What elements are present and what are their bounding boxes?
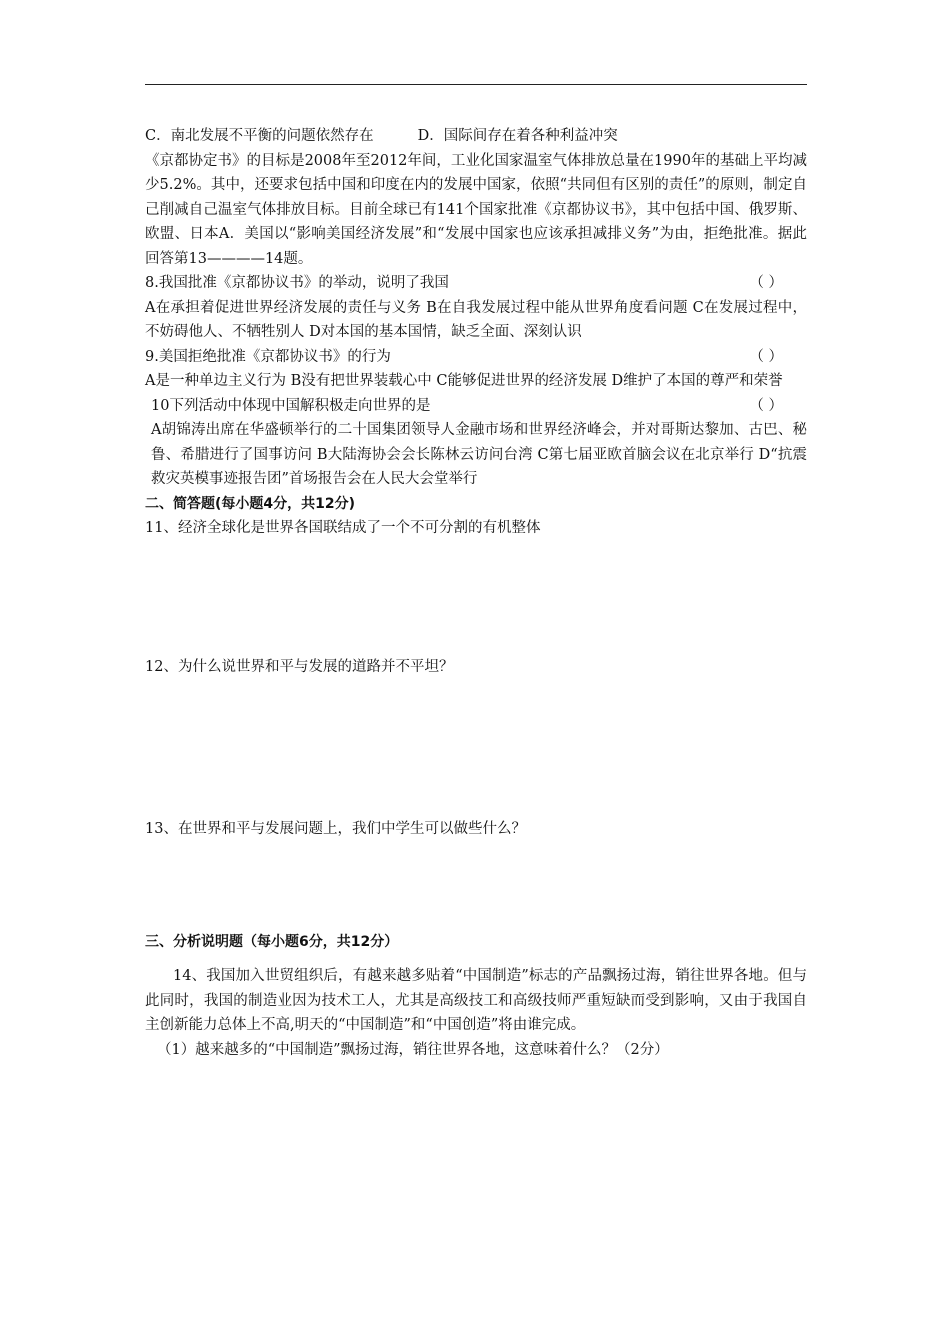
section-3-heading: 三、分析说明题（每小题6分，共12分） <box>145 933 399 950</box>
question-10-answer-blank: （ ） <box>749 397 783 414</box>
section-3-spacer <box>145 954 807 964</box>
question-9-stem <box>145 345 807 370</box>
question-8-answer-blank: （ ） <box>749 275 783 291</box>
question-14-sub-1: （1）越来越多的“中国制造”飘扬过海，销往世界各地，这意味着什么？（2分） <box>157 1041 669 1058</box>
question-13: 13、在世界和平与发展问题上，我们中学生可以做些什么？ <box>145 821 526 837</box>
question-12: 12、为什么说世界和平与发展的道路并不平坦？ <box>145 658 454 675</box>
answer-space-12 <box>145 679 807 817</box>
question-14-text: 14、我国加入世贸组织后，有越来越多贴着“中国制造”标志的产品飘扬过海，销往世界各地。但与此同时，我国的制造业因为技术工人，尤其是高级技工和高级技师严重短缺而受到影响，又由于我国自主创新能力总体上不高,明天的“中国制造”和“中国创造”将由谁完成。 <box>145 968 807 1033</box>
option-c: C．南北发展不平衡的问题依然存在 <box>145 128 374 144</box>
question-8-text: 8.我国批准《京都协议书》的举动，说明了我国 <box>145 275 449 291</box>
question-10-stem <box>145 394 807 419</box>
question-10-text: 10下列活动中体现中国解积极走向世界的是 <box>151 397 431 414</box>
question-8-stem <box>145 271 807 296</box>
section-2-heading: 二、简答题(每小题4分，共12分) <box>145 495 356 512</box>
question-9-answer-blank: （ ） <box>749 348 783 365</box>
passage-kyoto: 《京都协定书》的目标是2008年至2012年间，工业化国家温室气体排放总量在1990年的基础上平均减少5.2%。其中，还要求包括中国和印度在内的发展中国家，依照“共同但有区别的责任”的原则，制定自己削减自己温室气体排放目标。目前全球已有141个国家批准《京都协议书》，其中包括中国、俄罗斯、欧盟、日本A．美国以“影响美国经济发展”和“发展中国家也应该承担减排义务”为由，拒绝批准。据此回答第13————14题。 <box>145 152 807 267</box>
option-d: D．国际间存在着各种利益冲突 <box>417 128 618 144</box>
options-c-d <box>145 124 807 149</box>
question-8-options: A在承担着促进世界经济发展的责任与义务 B在自我发展过程中能从世界角度看问题 C在发展过程中，不妨碍他人、不牺牲别人 D对本国的基本国情，缺乏全面、深刻认识 <box>145 299 807 340</box>
header-rule <box>145 84 807 85</box>
question-9-options: A是一种单边主义行为 B没有把世界装载心中 C能够促进世界的经济发展 D维护了本国的尊严和荣誉 <box>145 373 783 389</box>
question-9-text: 9.美国拒绝批准《京都协议书》的行为 <box>145 348 391 365</box>
document-body <box>145 124 807 1062</box>
question-10-options: A胡锦涛出席在华盛顿举行的二十国集团领导人金融市场和世界经济峰会，并对哥斯达黎加、古巴、秘鲁、希腊进行了国事访问 B大陆海协会会长陈林云访问台湾 C第七届亚欧首脑会议在北京举行 D“抗震救灾英模事迹报告团”首场报告会在人民大会堂举行 <box>151 422 807 487</box>
answer-space-13 <box>145 842 807 930</box>
question-11: 11、经济全球化是世界各国联结成了一个不可分割的有机整体 <box>145 520 541 536</box>
answer-space-11 <box>145 541 807 655</box>
